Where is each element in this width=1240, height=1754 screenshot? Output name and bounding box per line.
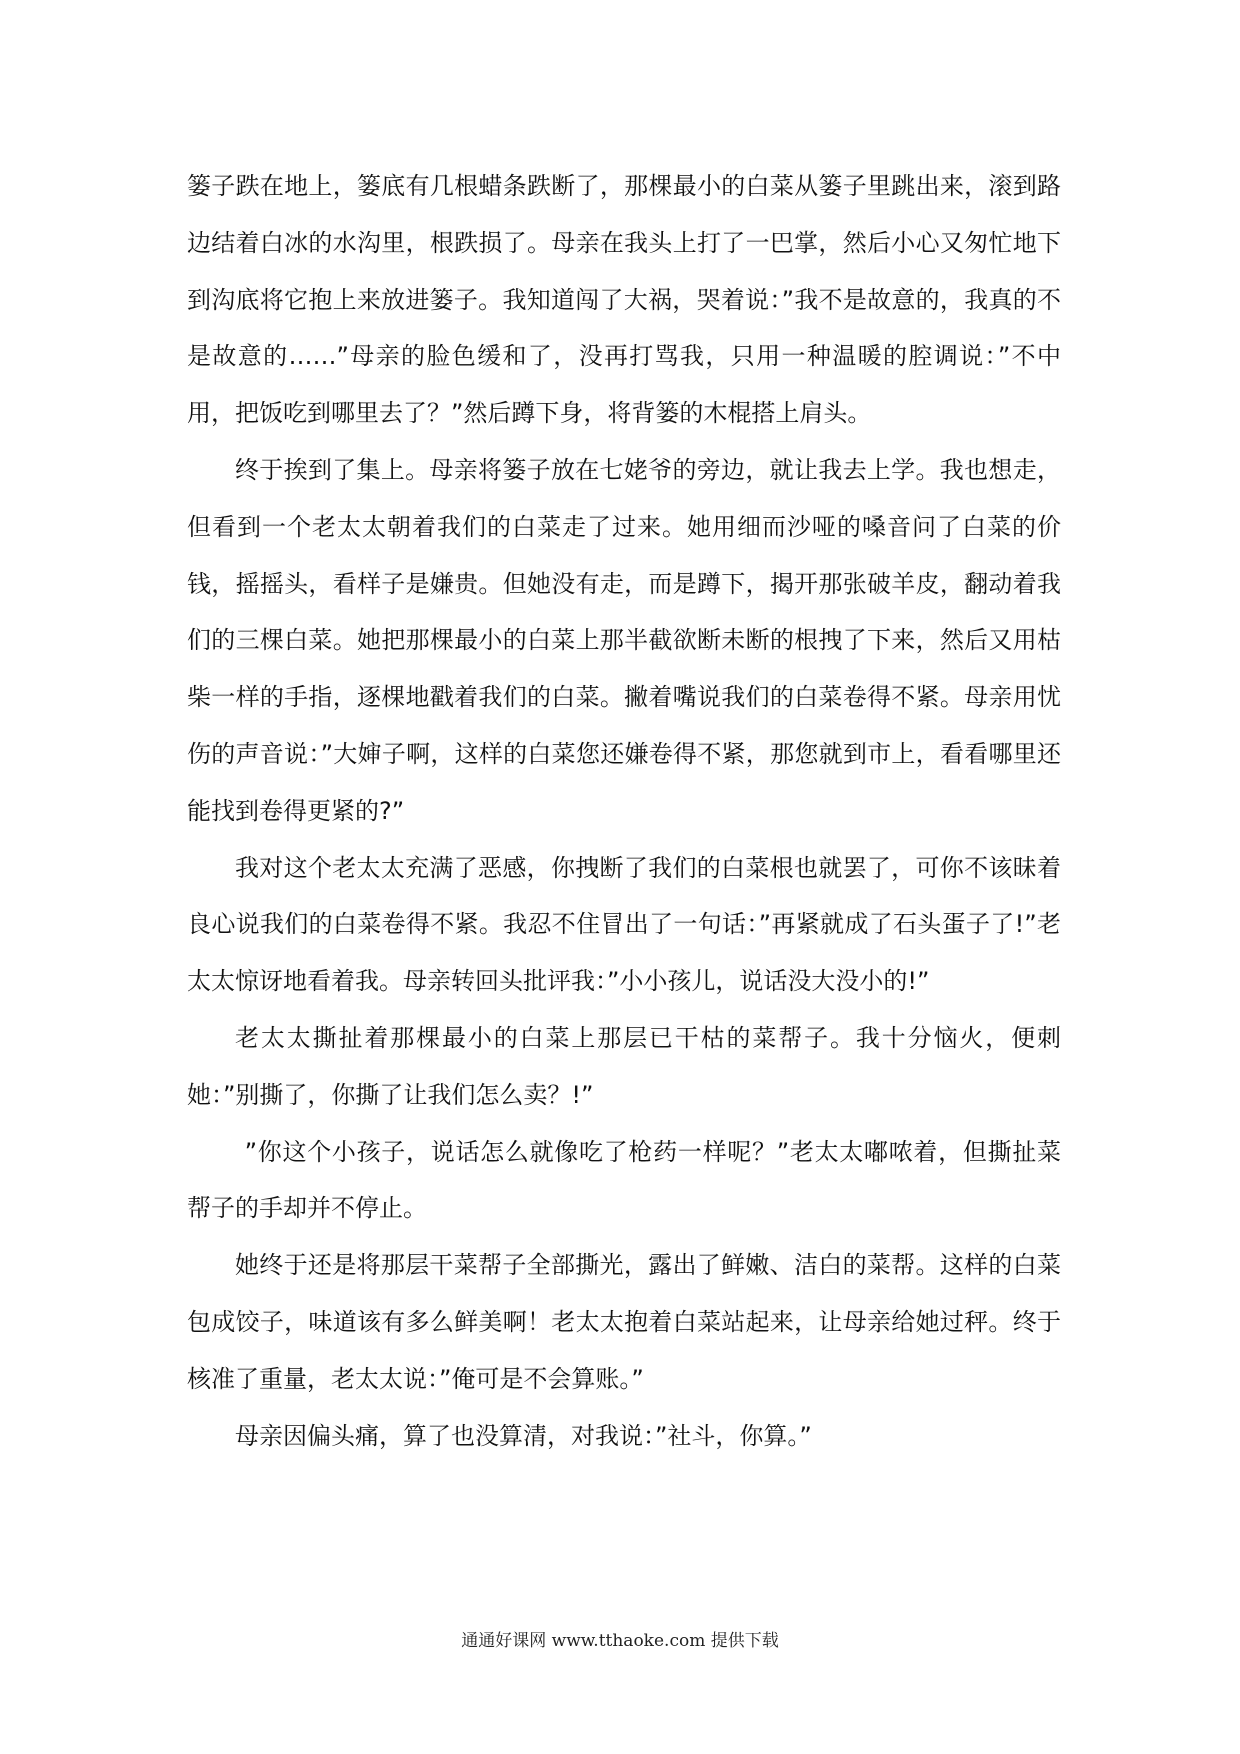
document-body	[187, 158, 1061, 1464]
page-footer: 通通好课网 www.tthaoke.com 提供下载	[461, 1631, 779, 1651]
paragraph-4: 老太太撕扯着那棵最小的白菜上那层已干枯的菜帮子。我十分恼火，便刺她：”别撕了，你撕了让我们怎么卖？!”	[187, 1023, 1061, 1109]
paragraph-6: 她终于还是将那层干菜帮子全部撕光，露出了鲜嫩、洁白的菜帮。这样的白菜包成饺子，味道该有多么鲜美啊！老太太抱着白菜站起来，让母亲给她过秤。终于核准了重量，老太太说：”俺可是不会算账。”	[187, 1251, 1061, 1393]
paragraph-7: 母亲因偏头痛，算了也没算清，对我说：”社斗，你算。”	[235, 1421, 812, 1450]
paragraph-1: 篓子跌在地上，篓底有几根蜡条跌断了，那棵最小的白菜从篓子里跳出来，滚到路边结着白冰的水沟里，根跌损了。母亲在我头上打了一巴掌，然后小心又匆忙地下到沟底将它抱上来放进篓子。我知道闯了大祸，哭着说：”我不是故意的，我真的不是故意的……”母亲的脸色缓和了，没再打骂我，只用一种温暖的腔调说：”不中用，把饭吃到哪里去了？”然后蹲下身，将背篓的木棍搭上肩头。	[187, 172, 1061, 428]
paragraph-5: ”你这个小孩子，说话怎么就像吃了枪药一样呢？”老太太嘟哝着，但撕扯菜帮子的手却并不停止。	[187, 1137, 1061, 1223]
paragraph-2: 终于挨到了集上。母亲将篓子放在七姥爷的旁边，就让我去上学。我也想走，但看到一个老太太朝着我们的白菜走了过来。她用细而沙哑的嗓音问了白菜的价钱，摇摇头，看样子是嫌贵。但她没有走，而是蹲下，揭开那张破羊皮，翻动着我们的三棵白菜。她把那棵最小的白菜上那半截欲断未断的根拽了下来，然后又用枯柴一样的手指，逐棵地戳着我们的白菜。撇着嘴说我们的白菜卷得不紧。母亲用忧伤的声音说：”大婶子啊，这样的白菜您还嫌卷得不紧，那您就到市上，看看哪里还能找到卷得更紧的?”	[187, 455, 1061, 825]
paragraph-3: 我对这个老太太充满了恶感，你拽断了我们的白菜根也就罢了，可你不该昧着良心说我们的白菜卷得不紧。我忍不住冒出了一句话：”再紧就成了石头蛋子了!”老太太惊讶地看着我。母亲转回头批评我：”小小孩儿，说话没大没小的!”	[187, 853, 1061, 996]
